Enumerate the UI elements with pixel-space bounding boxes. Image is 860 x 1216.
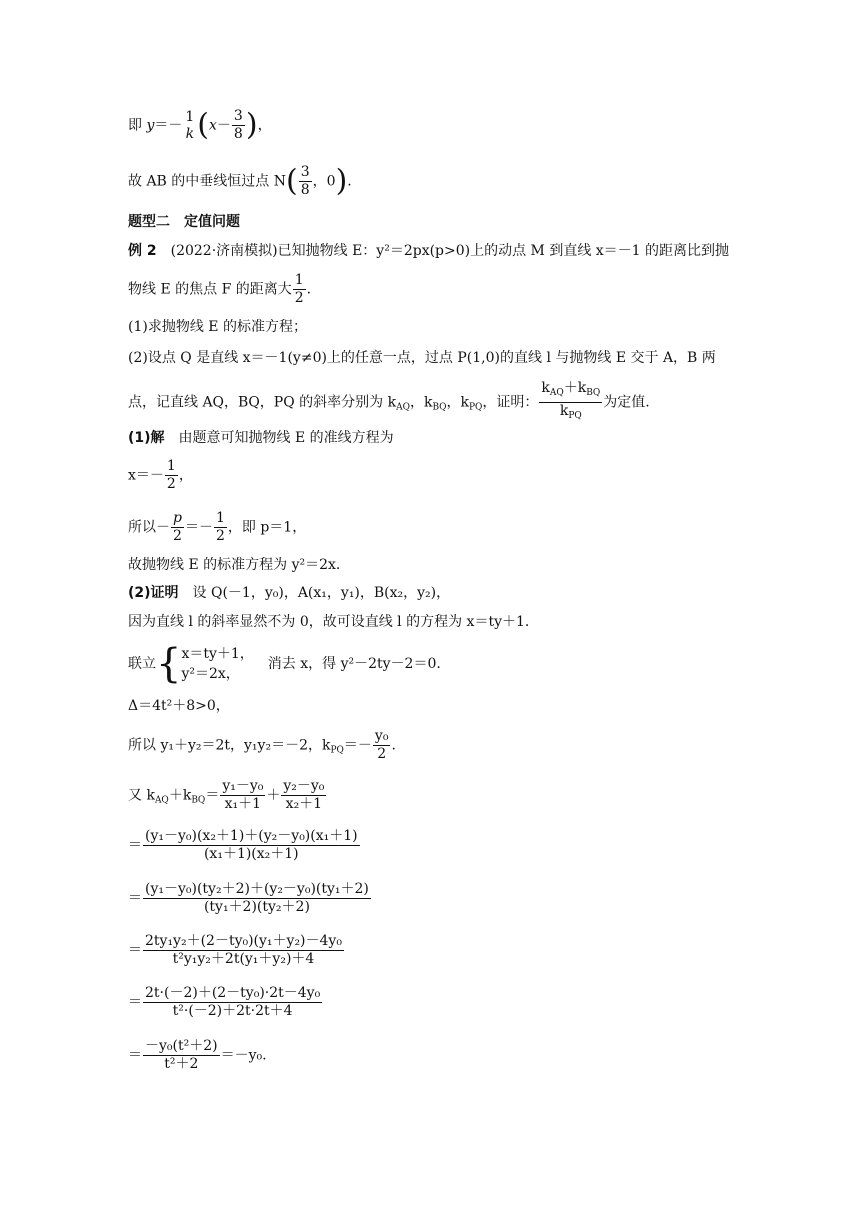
question-2-line-1: (2)设点 Q 是直线 x＝－1(y≠0)上的任意一点，过点 P(1,0)的直线 l 与抛物线 E 交于 A，B 两 — [128, 350, 716, 366]
example-line-1 — [128, 242, 729, 260]
paren-left: ( — [197, 107, 210, 143]
text: ＝－ — [184, 519, 213, 536]
vieta-line: 所以 y₁＋y₂＝2t，y₁y₂＝－2，$k_{PQ}=-$ $\frac{\text{y₀}}{2}$ . — [128, 728, 396, 762]
text: 设 Q(－1，y₀)，A(x₁，y₁)，B(x₂，y₂)， — [178, 585, 451, 601]
numerator: 3 — [233, 108, 243, 124]
denominator: 8 — [300, 182, 310, 198]
solution-label: (1)解 — [128, 430, 165, 446]
text: 所以 y₁＋y₂＝2t，y₁y₂＝－2，k — [128, 737, 331, 754]
fraction — [143, 933, 344, 968]
paren-right: ) — [245, 107, 258, 143]
denominator: x₁＋1 — [224, 796, 262, 812]
brace: { — [156, 641, 182, 687]
fraction — [143, 985, 322, 1020]
denominator: t²＋2 — [164, 1056, 199, 1072]
numerator: 1 — [185, 108, 195, 125]
fraction — [220, 778, 265, 813]
text: y — [146, 117, 155, 134]
numerator: 1 — [294, 272, 304, 288]
denominator: 2 — [215, 528, 225, 544]
solution-1-result: 故抛物线 E 的标准方程为 y²＝2x. — [128, 557, 341, 573]
fraction — [214, 510, 227, 545]
example-label: 例 2 — [128, 243, 157, 259]
numerator: 1 — [166, 458, 176, 474]
fraction — [299, 164, 312, 199]
solution-2-line — [128, 584, 450, 602]
example-line-2 — [128, 272, 311, 307]
text: (2022·济南模拟)已知抛物线 E：y²＝2px(p>0)上的动点 M 到直线 x＝－1 的距离比到抛 — [170, 243, 730, 259]
derivation-step-4: ＝ $\frac{\text{2t·(－2)＋(2－ty₀)·2t－4y₀}}{\text{t²·(－2)＋2t·2t＋4}}$ — [128, 985, 321, 1019]
denominator: 2 — [166, 476, 176, 492]
solution-1-eq — [128, 458, 193, 493]
text: 为定值. — [603, 394, 650, 411]
fraction — [143, 1038, 220, 1073]
fraction — [171, 510, 184, 545]
solution-label: (2)证明 — [128, 585, 179, 601]
derivation-step-2: ＝ $\frac{\text{(y₁－y₀)(ty₂＋2)＋(y₂－y₀)(ty₁＋2)}}{\text{(ty₁＋2)(ty₂＋2)}}$ — [128, 881, 369, 915]
system-line — [128, 641, 441, 687]
derivation-step-3: ＝ $\frac{\text{2ty₁y₂＋(2－ty₀)(y₁＋y₂)－4y₀}}{\text{t²y₁y₂＋2t(y₁＋y₂)＋4}}$ — [128, 933, 342, 967]
solution-1-so — [128, 510, 306, 545]
text: ＝－ — [154, 117, 183, 134]
fraction — [373, 728, 391, 763]
numerator: p — [173, 510, 182, 526]
text: 所以－ — [128, 519, 170, 536]
numerator: 3 — [300, 164, 310, 180]
text: . — [306, 281, 312, 298]
text: 故 AB 的中垂线恒过点 N — [128, 173, 286, 190]
derivation-step-5: ＝ $\frac{\text{－y₀(t²＋2)}}{\text{t²＋2}}$ ＝－y₀. — [128, 1038, 267, 1072]
numerator: y₀ — [374, 728, 389, 744]
fraction — [232, 108, 245, 143]
equation-line-1 — [128, 108, 272, 143]
text: x＝－ — [128, 467, 164, 484]
text: － — [216, 117, 231, 134]
text: 0 — [326, 173, 336, 190]
numerator: －y₀(t²＋2) — [145, 1038, 218, 1054]
fraction — [539, 380, 602, 425]
fraction — [281, 778, 326, 813]
text: 消去 x，得 y²－2ty－2＝0. — [253, 656, 441, 672]
derivation-step-0: 又 $k_{AQ}+k_{BQ}=$ $\frac{\text{y₁－y₀}}{\text{x₁＋1}}$ ＋ $\frac{\text{y₂－y₀}}{\text{x₂＋1}}$ — [128, 778, 325, 812]
numerator: $k_{AQ}+k_{BQ}$ — [539, 380, 602, 403]
text: 联立 — [128, 656, 156, 672]
numerator: 2t·(－2)＋(2－ty₀)·2t－4y₀ — [145, 985, 321, 1001]
denominator: (x₁＋1)(x₂＋1) — [203, 846, 299, 862]
numerator: (y₁－y₀)(ty₂＋2)＋(y₂－y₀)(ty₁＋2) — [145, 881, 369, 897]
solution-2-because: 因为直线 l 的斜率显然不为 0，故可设直线 l 的方程为 x＝ty＋1. — [128, 614, 530, 630]
text: 由题意可知抛物线 E 的准线方程为 — [164, 430, 394, 446]
numerator: 1 — [215, 510, 225, 526]
denominator: 8 — [233, 126, 243, 142]
numerator: y₂－y₀ — [283, 778, 325, 794]
section-heading: 题型二 定值问题 — [128, 214, 240, 230]
numerator: y₁－y₀ — [222, 778, 264, 794]
paren-right: ) — [335, 163, 348, 199]
text: ＝－y₀. — [220, 1047, 267, 1064]
delta-line: Δ＝4t²＋8>0， — [128, 698, 230, 714]
text: x — [209, 117, 217, 134]
fraction — [143, 828, 360, 863]
denominator: t²·(－2)＋2t·2t＋4 — [172, 1003, 293, 1019]
fraction — [165, 458, 178, 493]
numerator: 2ty₁y₂＋(2－ty₀)(y₁＋y₂)－4y₀ — [145, 933, 342, 949]
text: ＝－ — [343, 737, 372, 754]
text: ，即 p＝1， — [227, 519, 307, 536]
fraction — [183, 109, 196, 143]
fraction — [293, 272, 306, 307]
denominator: k — [185, 125, 195, 142]
fraction — [143, 881, 371, 916]
question-2-line-2: 点，记直线 AQ，BQ，PQ 的斜率分别为 $k_{AQ}$，$k_{BQ}$，$k_{PQ}$，证明： $\frac{k_{AQ}+k_{BQ}}{k_{PQ}}$ 为定值. — [128, 380, 650, 425]
denominator: x₂＋1 — [285, 796, 323, 812]
denominator: 2 — [294, 290, 304, 306]
text: 点，记直线 AQ，BQ，PQ 的斜率分别为 k — [128, 394, 397, 411]
text: 即 — [128, 117, 147, 134]
question-1: (1)求抛物线 E 的标准方程； — [128, 319, 307, 335]
text: ， — [312, 173, 327, 190]
equation-line-2 — [128, 164, 352, 199]
solution-1-line — [128, 429, 394, 447]
denominator: 2 — [173, 528, 182, 544]
text: . — [347, 173, 352, 190]
denominator: t²y₁y₂＋2t(y₁＋y₂)＋4 — [172, 951, 315, 967]
derivation-step-1: ＝ $\frac{\text{(y₁－y₀)(x₂＋1)＋(y₂－y₀)(x₁＋1)}}{\text{(x₁＋1)(x₂＋1)}}$ — [128, 828, 358, 862]
text: . — [391, 737, 396, 754]
system-eq-2: y²＝2x， — [181, 666, 240, 682]
text: 又 k — [128, 787, 155, 804]
numerator: (y₁－y₀)(x₂＋1)＋(y₂－y₀)(x₁＋1) — [145, 828, 358, 844]
system-eq-1: x＝ty＋1， — [181, 646, 254, 662]
text: ， — [178, 467, 193, 484]
paren-left: ( — [286, 163, 298, 199]
equation-system — [181, 644, 253, 684]
denominator: $k_{PQ}$ — [559, 403, 582, 421]
denominator: 2 — [377, 746, 387, 762]
text: ， — [257, 117, 272, 134]
text: 物线 E 的焦点 F 的距离大 — [128, 281, 292, 298]
denominator: (ty₁＋2)(ty₂＋2) — [203, 899, 310, 915]
